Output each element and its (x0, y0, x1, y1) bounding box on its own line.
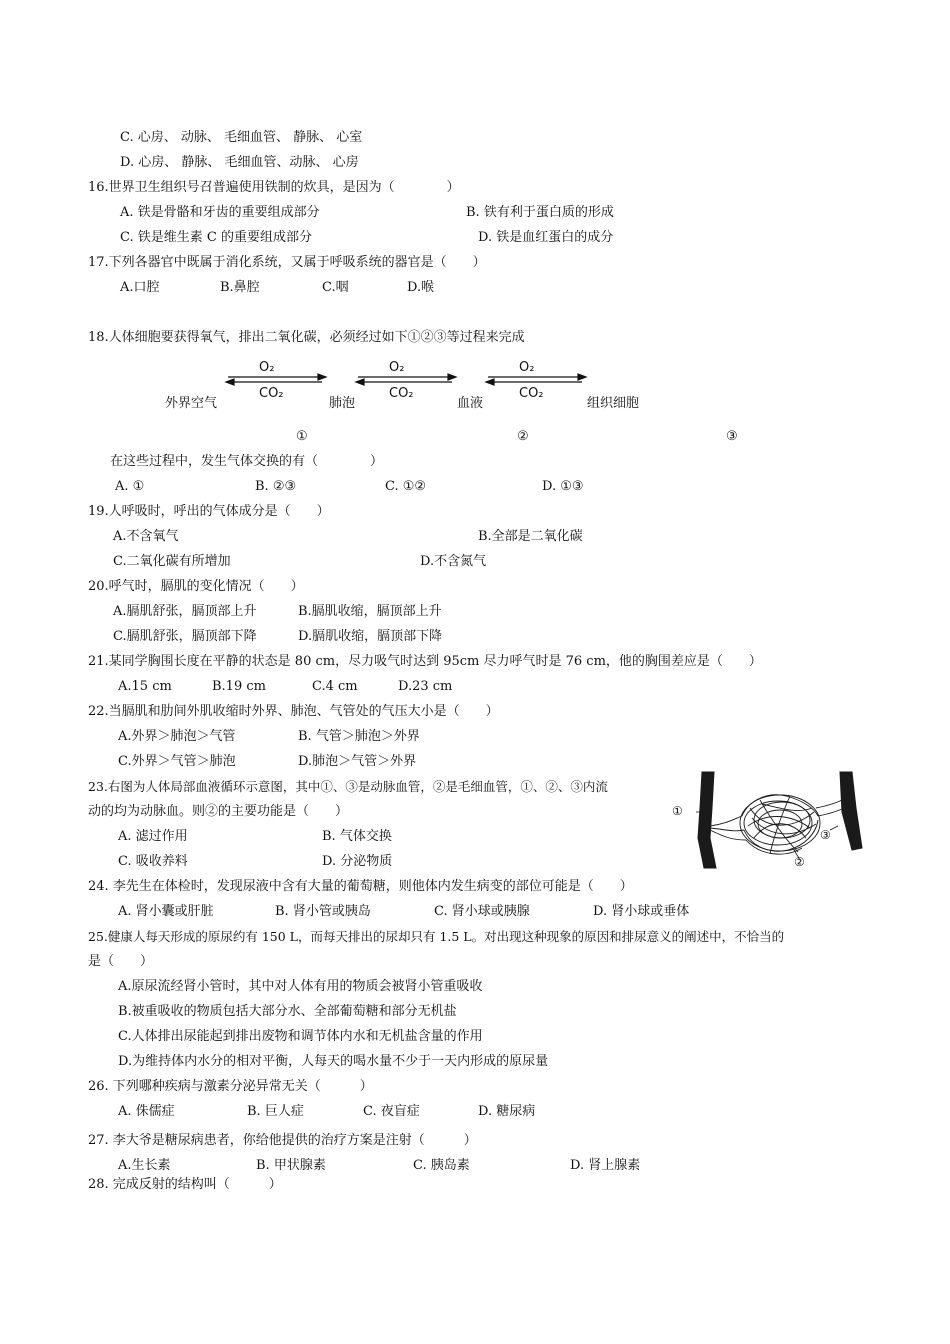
question-26-option-c: C. 夜盲症 (363, 1104, 420, 1119)
question-23-option-b: B. 气体交换 (322, 829, 392, 844)
question-23-stem-line1: 23.右图为人体局部血液循环示意图，其中①、③是动脉血管，②是毛细血管，①、②、③内流 (88, 779, 608, 794)
question-25-option-a: A.原尿流经肾小管时，其中对人体有用的物质会被肾小管重吸收 (118, 979, 483, 994)
capillary-network-figure (690, 768, 870, 878)
co2-label-3: CO₂ (519, 386, 544, 401)
process-number-3: ③ (726, 429, 738, 444)
question-19-option-a: A.不含氧气 (113, 529, 179, 544)
question-22-option-c: C.外界＞气管＞肺泡 (118, 754, 236, 769)
question-17-option-d: D.喉 (407, 280, 435, 295)
question-23-option-c: C. 吸收养料 (118, 854, 188, 869)
question-24-stem: 24. 李先生在体检时，发现尿液中含有大量的葡萄糖，则他体内发生病变的部位可能是（ ） (88, 879, 633, 894)
question-26-stem: 26. 下列哪种疾病与激素分泌异常无关（ ） (88, 1079, 373, 1094)
question-18-stem: 18.人体细胞要获得氧气，排出二氧化碳，必须经过如下①②③等过程来完成 (88, 330, 525, 345)
figure-label-3: ③ (820, 828, 831, 842)
question-20-option-b: B.膈肌收缩，膈顶部上升 (298, 604, 442, 619)
place-alveoli: 肺泡 (329, 396, 356, 411)
question-25-stem-line2: 是（ ） (88, 954, 154, 969)
question-23-option-d: D. 分泌物质 (322, 854, 393, 869)
figure-label-1: ① (672, 804, 683, 818)
question-18-option-c: C. ①② (385, 479, 427, 494)
question-20-option-d: D.膈肌收缩，膈顶部下降 (298, 629, 443, 644)
question-16-option-c: C. 铁是维生素 C 的重要组成部分 (120, 230, 312, 245)
question-20-option-a: A.膈肌舒张，膈顶部上升 (113, 604, 257, 619)
question-27-option-a: A.生长素 (118, 1158, 171, 1173)
question-16-stem: 16.世界卫生组织号召普遍使用铁制的炊具，是因为（ ） (88, 180, 460, 195)
question-25-stem-line1: 25.健康人每天形成的原尿约有 150 L，而每天排出的尿却只有 1.5 L。对出现这种现象的原因和排尿意义的阐述中，不恰当的 (88, 929, 785, 944)
question-17-option-b: B.鼻腔 (220, 280, 260, 295)
question-25-option-b: B.被重吸收的物质包括大部分水、全部葡萄糖和部分无机盐 (118, 1004, 457, 1019)
process-number-1: ① (296, 429, 308, 444)
question-27-option-c: C. 胰岛素 (413, 1158, 470, 1173)
place-tissue-cells: 组织细胞 (587, 396, 640, 411)
o2-label-2: O₂ (389, 360, 405, 375)
question-24-option-c: C. 肾小球或胰腺 (434, 904, 530, 919)
place-blood: 血液 (457, 396, 484, 411)
question-22-option-a: A.外界＞肺泡＞气管 (118, 729, 236, 744)
place-outside-air: 外界空气 (165, 396, 218, 411)
question-20-stem: 20.呼气时，膈肌的变化情况（ ） (88, 579, 304, 594)
question-27-option-d: D. 肾上腺素 (570, 1158, 641, 1173)
question-18-option-d: D. ①③ (542, 479, 584, 494)
question-18-option-a: A. ① (115, 479, 145, 494)
question-16-option-a: A. 铁是骨骼和牙齿的重要组成部分 (120, 205, 320, 220)
question-21-stem: 21.某同学胸围长度在平静的状态是 80 cm，尽力吸气时达到 95cm 尽力呼气时是 76 cm，他的胸围差应是（ ） (88, 654, 762, 669)
question-18-option-b: B. ②③ (255, 479, 297, 494)
option-c: C. 心房、 动脉、 毛细血管、 静脉、 心室 (120, 130, 363, 145)
process-number-2: ② (517, 429, 529, 444)
question-19-stem: 19.人呼吸时，呼出的气体成分是（ ） (88, 504, 330, 519)
question-26-option-a: A. 侏儒症 (118, 1104, 175, 1119)
question-22-option-b: B. 气管＞肺泡＞外界 (298, 729, 420, 744)
question-21-option-d: D.23 cm (398, 679, 453, 694)
question-28-stem: 28. 完成反射的结构叫（ ） (88, 1177, 282, 1192)
question-23-option-a: A. 滤过作用 (118, 829, 188, 844)
question-17-option-a: A.口腔 (120, 280, 160, 295)
question-26-option-b: B. 巨人症 (247, 1104, 304, 1119)
question-25-option-c: C.人体排出尿能起到排出废物和调节体内水和无机盐含量的作用 (118, 1029, 483, 1044)
question-21-option-b: B.19 cm (212, 679, 266, 694)
question-16-option-b: B. 铁有利于蛋白质的形成 (466, 205, 614, 220)
question-16-option-d: D. 铁是血红蛋白的成分 (478, 230, 614, 245)
question-19-option-c: C.二氧化碳有所增加 (113, 554, 231, 569)
question-24-option-b: B. 肾小管或胰岛 (275, 904, 371, 919)
question-27-option-b: B. 甲状腺素 (256, 1158, 326, 1173)
question-17-option-c: C.咽 (322, 280, 349, 295)
question-25-option-d: D.为维持体内水分的相对平衡，人每天的喝水量不少于一天内形成的原尿量 (118, 1054, 549, 1069)
question-19-option-b: B.全部是二氧化碳 (478, 529, 583, 544)
question-17-stem: 17.下列各器官中既属于消化系统，又属于呼吸系统的器官是（ ） (88, 255, 486, 270)
question-21-option-a: A.15 cm (118, 679, 172, 694)
question-24-option-a: A. 肾小囊或肝脏 (118, 904, 214, 919)
question-22-option-d: D.肺泡＞气管＞外界 (298, 754, 417, 769)
figure-label-2: ② (794, 855, 805, 869)
co2-label-2: CO₂ (389, 386, 414, 401)
o2-label-1: O₂ (259, 360, 275, 375)
question-18-question: 在这些过程中，发生气体交换的有（ ） (110, 454, 384, 469)
question-27-stem: 27. 李大爷是糖尿病患者，你给他提供的治疗方案是注射（ ） (88, 1133, 477, 1148)
question-20-option-c: C.膈肌舒张，膈顶部下降 (113, 629, 257, 644)
question-26-option-d: D. 糖尿病 (478, 1104, 536, 1119)
question-21-option-c: C.4 cm (312, 679, 358, 694)
question-22-stem: 22.当膈肌和肋间外肌收缩时外界、肺泡、气管处的气压大小是（ ） (88, 704, 499, 719)
option-d: D. 心房、 静脉、 毛细血管、动脉、 心房 (120, 155, 359, 170)
o2-label-3: O₂ (519, 360, 535, 375)
question-23-stem-line2: 动的均为动脉血。则②的主要功能是（ ） (88, 804, 349, 819)
question-19-option-d: D.不含氮气 (420, 554, 487, 569)
co2-label-1: CO₂ (259, 386, 284, 401)
question-24-option-d: D. 肾小球或垂体 (593, 904, 690, 919)
